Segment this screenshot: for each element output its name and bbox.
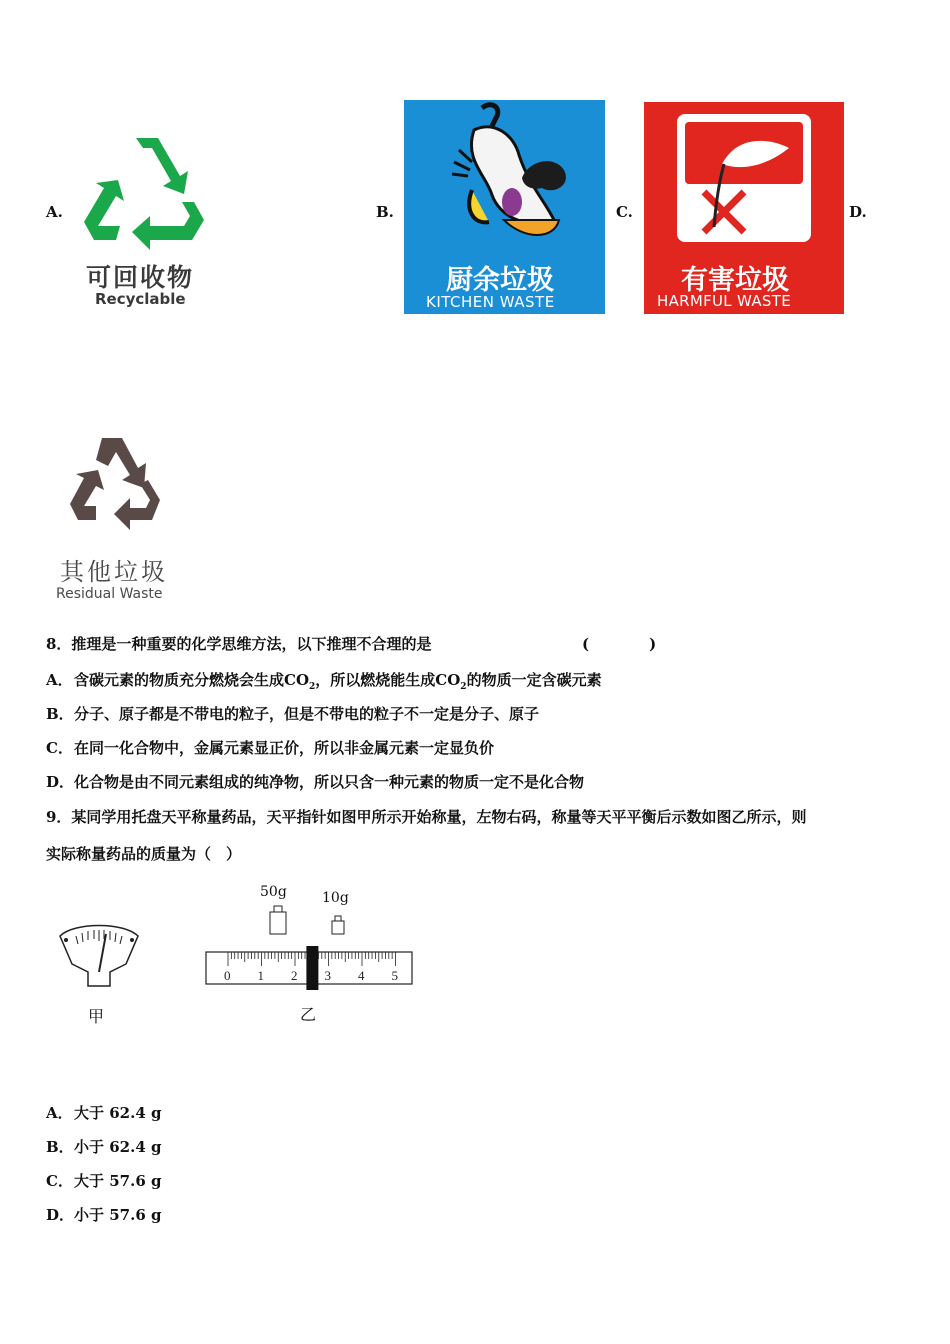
sign-c-title-en: HARMFUL WASTE <box>657 292 791 310</box>
sign-b-title-cn: 厨余垃圾 <box>446 265 554 296</box>
weight-50g-label: 50g <box>260 884 287 900</box>
balance-pointer-icon <box>54 920 144 1000</box>
scale-tick-label: 4 <box>358 968 365 983</box>
figure-yi <box>200 884 420 1024</box>
scale-tick-label: 0 <box>224 968 231 983</box>
rider-marker <box>306 946 318 990</box>
q8-stem-text: 8．推理是一种重要的化学思维方法，以下推理不合理的是 <box>46 635 432 653</box>
q9-option-c: C．大于 57.6 g <box>46 1172 162 1190</box>
harmful-waste-sign <box>644 102 844 314</box>
scale-tick-label: 2 <box>291 968 298 983</box>
q8-option-a: A．含碳元素的物质充分燃烧会生成$CO_2$，所以燃烧能生成$CO_2$的物质一定含碳元素 <box>46 671 602 692</box>
figure-jia-caption: 甲 <box>88 1007 105 1026</box>
recycle-arrows-icon <box>80 130 210 250</box>
scale-tick-label: 3 <box>324 968 331 983</box>
sign-c-title-cn: 有害垃圾 <box>681 265 789 296</box>
option-b-label: B. <box>376 203 394 221</box>
residual-arrows-icon <box>52 432 192 537</box>
sign-d-title-cn: 其他垃圾 <box>60 558 168 586</box>
scale-tick-label: 1 <box>257 968 264 983</box>
residual-waste-sign <box>52 432 192 607</box>
weight-10g-icon <box>332 916 344 934</box>
weight-50g-icon <box>270 906 286 934</box>
sign-a-title-en: Recyclable <box>95 290 186 308</box>
sign-b-title-en: KITCHEN WASTE <box>426 293 555 311</box>
figure-yi-caption: 乙 <box>300 1005 317 1024</box>
figure-jia <box>54 920 144 1030</box>
recyclable-sign <box>80 130 210 315</box>
weight-10g-label: 10g <box>322 890 349 906</box>
q9-stem-line2: 实际称量药品的质量为（ ） <box>46 845 242 863</box>
food-scraps-icon <box>404 100 605 260</box>
q8-option-b: B．分子、原子都是不带电的粒子，但是不带电的粒子不一定是分子、原子 <box>46 705 540 723</box>
harmful-crossed-icon <box>644 102 844 252</box>
balance-scale-svg <box>200 902 420 1002</box>
kitchen-waste-sign <box>404 100 605 314</box>
q9-option-d: D．小于 57.6 g <box>46 1206 162 1224</box>
sign-a-title-cn: 可回收物 <box>86 263 195 292</box>
q8-answer-blank: ( ) <box>582 635 657 653</box>
q9-option-b: B．小于 62.4 g <box>46 1138 162 1156</box>
option-d-label: D. <box>849 203 867 221</box>
q9-stem-line1: 9．某同学用托盘天平称量药品，天平指针如图甲所示开始称量，左物右码，称量等天平平衡后示数如图乙所示，则 <box>46 808 807 826</box>
option-c-label: C. <box>616 203 633 221</box>
scale-tick-label: 5 <box>391 968 398 983</box>
sign-d-title-en: Residual Waste <box>56 586 163 602</box>
q8-stem <box>46 633 657 654</box>
option-a-label: A. <box>46 203 63 221</box>
q8-option-d: D．化合物是由不同元素组成的纯净物，所以只含一种元素的物质一定不是化合物 <box>46 773 585 791</box>
q8-option-c: C．在同一化合物中，金属元素显正价，所以非金属元素一定显负价 <box>46 739 495 757</box>
q9-option-a: A．大于 62.4 g <box>46 1104 162 1122</box>
